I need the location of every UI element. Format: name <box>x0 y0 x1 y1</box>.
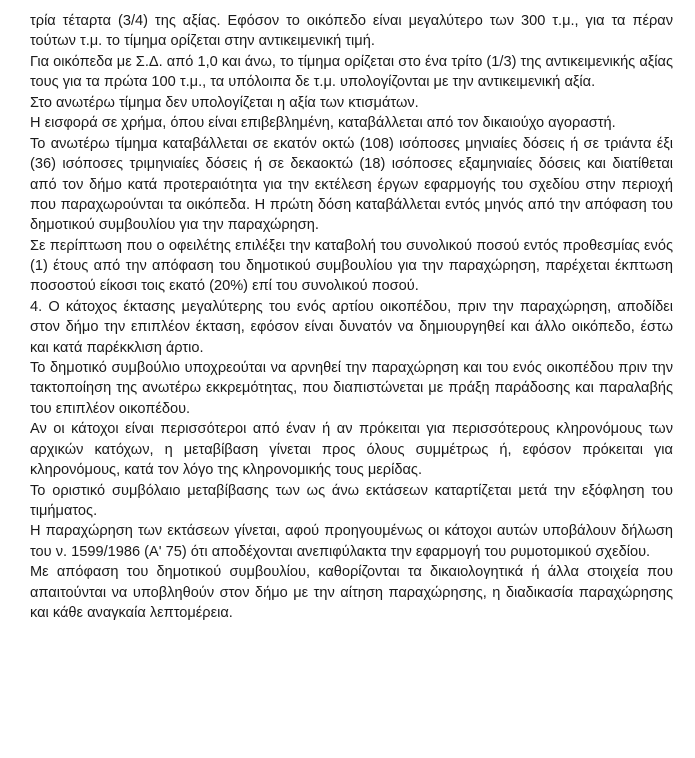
paragraph-final-contract: Το οριστικό συμβόλαιο μεταβίβασης των ως άνω εκτάσεων καταρτίζεται μετά την εξόφληση του τιμήματος. <box>30 482 673 519</box>
paragraph-council-refusal: Το δημοτικό συμβούλιο υποχρεούται να αρνηθεί την παραχώρηση και του ενός οικοπέδου πριν την τακτοποίηση της ανωτέρω εκκρεμότητας, που διαπιστώνεται με πράξη παράδοσης και παραλαβής του επιπλέον οικοπέδου. <box>30 360 673 417</box>
paragraph-building-coefficient: Για οικόπεδα με Σ.Δ. από 1,0 και άνω, το τίμημα ορίζεται στο ένα τρίτο (1/3) της αντικειμενικής αξίας τους για τα πρώτα 100 τ.μ., τα υπόλοιπα δε τ.μ. υπολογίζονται με την αντικειμενική αξία. <box>30 53 673 91</box>
paragraph-installments: Το ανωτέρω τίμημα καταβάλλεται σε εκατόν οκτώ (108) ισόποσες μηνιαίες δόσεις ή σε τριάντα έξι (36) ισόποσες τριμηνιαίες δόσεις ή σε δεκαοκτώ (18) ισόποσες εξαμηνιαίες δόσεις και διατίθεται από τον δήμο κατά προτεραιότητα για την εκτέλεση έργων εφαρμογής του σχεδίου στην περιοχή που παραχωρούνται τα οικόπεδα. Η πρώτη δόση καταβάλλεται εντός μηνός από την απόφαση του δημοτικού συμβουλίου για την παραχώρηση. <box>30 135 673 234</box>
paragraph-declaration: Η παραχώρηση των εκτάσεων γίνεται, αφού προηγουμένως οι κάτοχοι αυτών υποβάλουν δήλωση του ν. 1599/1986 (Α' 75) ότι αποδέχονται ανεπιφύλακτα την εφαρμογή του ρυμοτομικού σχεδίου. <box>30 523 673 560</box>
paragraph-multiple-holders: Αν οι κάτοχοι είναι περισσότεροι από έναν ή αν πρόκειται για περισσότερους κληρονόμους των αρχικών κατόχων, η μεταβίβαση γίνεται προς όλους συμμέτρως ή, εφόσον πρόκειται για κληρονόμους, κατά τον λόγο της κληρονομικής τους μερίδας. <box>30 421 673 478</box>
paragraph-cash-contribution: Η εισφορά σε χρήμα, όπου είναι επιβεβλημένη, καταβάλλεται από τον δικαιούχο αγοραστή. <box>30 115 616 132</box>
paragraph-item-4: 4. Ο κάτοχος έκτασης μεγαλύτερης του ενός αρτίου οικοπέδου, πριν την παραχώρηση, αποδίδει στον δήμο την επιπλέον έκταση, εφόσον είναι δυνατόν να δημιουργηθεί και άλλο οικόπεδο, έστω και κατά παρέκκλιση άρτιο. <box>30 298 673 356</box>
paragraph-price-three-quarters: τρία τέταρτα (3/4) της αξίας. Εφόσον το οικόπεδο είναι μεγαλύτερο των 300 τ.μ., για τα πέραν τούτων τ.μ. το τίμημα ορίζεται στην αντικειμενική τιμή. <box>30 13 673 50</box>
paragraph-council-decision: Με απόφαση του δημοτικού συμβουλίου, καθορίζονται τα δικαιολογητικά ή άλλα στοιχεία που απαιτούνται να υποβληθούν στον δήμο με την αίτηση παραχώρησης, η διαδικασία παραχώρησης και κάθε αναγκαία λεπτομέρεια. <box>30 564 673 621</box>
paragraph-buildings-excluded: Στο ανωτέρω τίμημα δεν υπολογίζεται η αξία των κτισμάτων. <box>30 94 419 111</box>
document-body <box>30 11 673 623</box>
paragraph-discount: Σε περίπτωση που ο οφειλέτης επιλέξει την καταβολή του συνολικού ποσού εντός προθεσμίας ενός (1) έτους από την απόφαση του δημοτικού συμβουλίου για την παραχώρηση, παρέχεται έκπτωση ποσοστού είκοσι τοις εκατό (20%) επί του συνολικού ποσού. <box>30 237 673 295</box>
